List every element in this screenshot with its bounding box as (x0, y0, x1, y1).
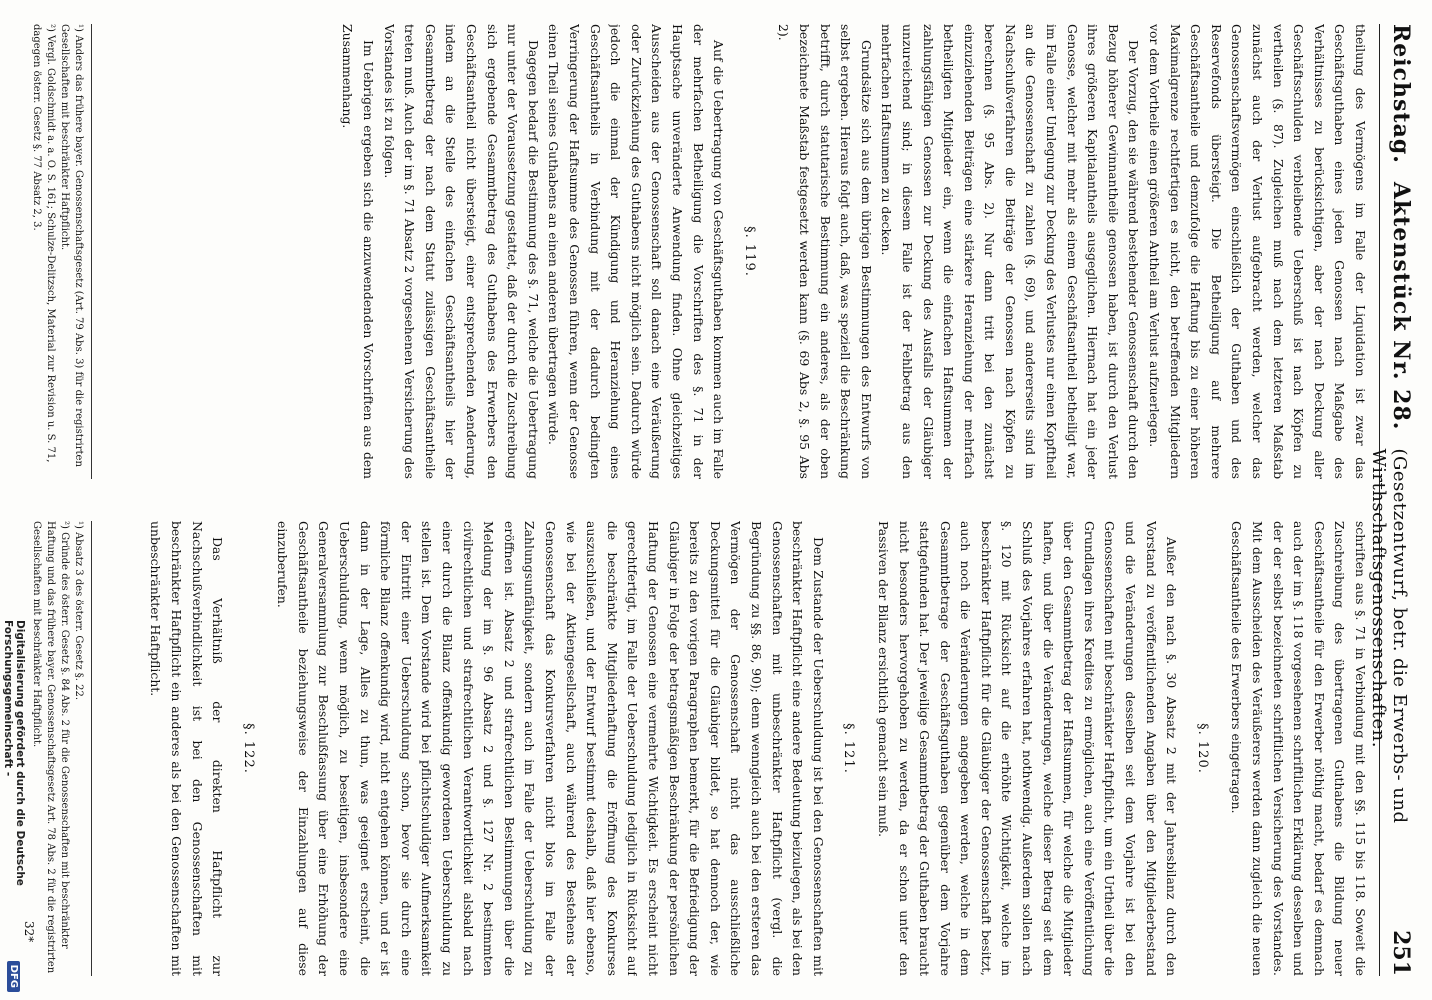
section-heading: §. 122. (240, 723, 256, 774)
paragraph: Dagegen bedarf die Bestimmung des §. 71, welche die Uebertragung nur unter der Voraussetzung gestattet, daß der durch die Zuschreibung sich ergebende Gesammtbetrag des Guthabens des Erwerbers den Geschäftsantheil nicht übersteigt, einer entsprechenden Aenderung, indem an die Stelle des einfachen Geschäftsantheils hier der Gesammtbetrag der nach dem Statut zulässigen Geschäftsantheile treten muß. Auch der im §. 71 Absatz 2 vorgesehenen Versicherung des Vorstandes ist zu folgen. (381, 24, 541, 479)
paragraph: Dem Zustande der Ueberschuldung ist bei den Genossenschaften mit beschränkter Haftpflicht eine andere Bedeutung beizulegen, als bei den Genossenschaften mit unbeschränkter Haftpflicht (vergl. die Begründung zu §§. 86, 90); denn wenngleich auch bei den ersteren das Vermögen der Genossenschaft nicht das ausschließliche Deckungsmittel für die Gläubiger bildet, so hat dennoch der, wie bereits zu den vorigen Paragraphen bemerkt, für die Befriedigung der Gläubiger in Folge der betragsmäßigen Beschränkung der persönlichen Haftung der Genossen eine vermehrte Wichtigkeit. Es erscheint nicht gerechtfertigt, im Falle der Ueberschuldung lediglich in Rücksicht auf die beschränkte Mitgliederhaftung die Eröffnung des Konkurses auszuschließen, und der Entwurf bestimmt deshalb, daß hier ebenso, wie bei der Aktiengesellschaft, auch während des Bestehens der Genossenschaft das Konkursverfahren nicht blos im Falle der Zahlungsunfähigkeit, sondern auch im Falle der Ueberschuldung zu eröffnen ist. Absatz 2 und strafrechtlichen Bestimmungen über die Meldung der im §. 96 Absatz 2 und §. 127 Nr. 2 bestimmten civilrechtlichen und strafrechtlichen Verantwortlichkeit alsbald nach einer durch die Bilanz offenkundig gewordenen Ueberschuldung zu stellen ist. Dem Vorstande wird bei pflichtschuldiger Aufmerksamkeit der Eintritt einer Ueberschuldung schon, bevor sie durch eine förmliche Bilanz offenkundig wird, nicht entgehen können, und er ist dann in der Lage, Alles zu thun, was geeignet erscheint, die Ueberschuldung, wenn möglich, zu beseitigen, insbesondere eine Generalversammlung zur Beschlußfassung über eine Erhöhung der Geschäftsantheile beziehungsweise der Einzahlungen auf diese einzuberufen. (275, 521, 826, 976)
page-number: 251 (1388, 930, 1414, 976)
paragraph: Der Vorzug, den sie während bestehender Genossenschaft durch den Bezug höherer Gewinnantheile genossen haben, ist durch den Verlust ihres größeren Kapitalantheils ausgeglichen. Hiernach hat ein jeder Genosse, welcher mit mehr als einem Geschäftsantheil betheiligt war, im Falle einer Umlegung zur Deckung des Verlustes nur einen Kopftheil an die Genossenschaft zu zahlen (§. 69), und andererseits sind im Nachschußverfahren die Beiträge der Genossen nach Köpfen zu berechnen (§. 95 Abs. 2). Nur dann tritt bei den zunächst einzuziehenden Beiträgen eine stärkere Heranziehung der mehrfach betheiligten Mitglieder ein, wenn die einfachen Haftsummen der zahlungsfähigen Genossen zur Deckung des Ausfalls der Gläubiger unzureichend sind; in diesem Falle ist der Fehlbetrag aus den mehrfachen Haftsummen zu decken. (879, 24, 1142, 479)
header-reichstag: Reichstag. (1388, 24, 1414, 164)
footnote: ²) Gründe des österr. Gesetz §. 84 Abs. 2 für die Genossenschaften mit beschränkter Haftung und das frühere bayer. Genossenschaftsgesetz Art. 78 Abs. 2 für die registrirten Gesellschaften mit beschränkter Haftpflicht. (31, 521, 70, 974)
digitization-credit (2, 620, 26, 992)
header-aktenstueck: Aktenstück Nr. 28. (1388, 181, 1414, 431)
dfg-logo: DFG (8, 961, 21, 992)
paragraph: Auf die Uebertragung von Geschäftsguthaben kommen auch im Falle der mehrfachen Betheiligung die Vorschriften des §. 71 in der Hauptsache unveränderte Anwendung finden. Ohne gleichzeitiges Ausscheiden aus der Genossenschaft soll danach eine Veräußerung oder Zurückziehung des Guthabens nicht möglich sein. Dadurch würde jedoch die einmal der Kündigung und Heranziehung eines Geschäftsantheils in Verbindung mit der dadurch bedingten Verringerung der Haftsumme des Genossen führen, wenn der Genosse einen Theil seines Guthabens an einen anderen übertragen würde. (546, 24, 727, 479)
left-column (80, 24, 1370, 479)
paragraph: Das Verhältniß der direkten Haftpflicht zur Nachschußverbindlichkeit ist bei den Genossenschaften mit beschränkter Haftpflicht ein anderes als bei den Genossenschaften mit unbeschränkter Haftpflicht. (148, 521, 226, 976)
paragraph: Grundsätze sich aus dem übrigen Bestimmungen des Entwurfs von selbst ergeben. Hieraus folgt auch, daß, was speziell die Beschränkung betrifft, durch statutarische Bestimmung ein anderes, als der oben bezeichnete Maßstab festgesetzt werden kann (§. 69 Abs 2, §. 95 Abs 2). (776, 24, 874, 479)
footnote: ¹) Anders das frühere bayer. Genossenschaftsgesetz (Art. 79 Abs. 3) für die registrirten Gesellschaften mit beschränkter Haftpflicht. (59, 24, 84, 467)
footnote: ¹) Absatz 3 des österr. Gesetz §. 22. (73, 521, 84, 701)
right-column (80, 521, 1370, 976)
footnotes-left (29, 24, 92, 479)
credit-text: Digitalisierung gefördert durch die Deutsche Forschungsgemeinschaft - (2, 620, 26, 886)
paragraph: schriften aus §. 71 in Verbindung mit den §§. 115 bis 118. Soweit die Zuschreibung des übertragenen Guthabens die Bildung neuer Geschäftsantheile für den Erwerber nöthig macht, bedarf es demnach auch der im §. 118 vorgesehenen schriftlichen Erklärung desselben und der der selbst bezeichneten schriftlichen Versicherung des Vorstandes. Mit dem Ausscheiden des Veräußerers werden dann zugleich die neuen Geschäftsantheile des Erwerbers eingetragen. (1229, 521, 1368, 976)
paragraph: Außer den nach §. 30 Absatz 2 mit der Jahresbilanz durch den Vorstand zu veröffentlichenden Angaben über den Mitgliederbestand und die Veränderungen desselben seit dem Vorjahre ist bei den Genossenschaften mit beschränkter Haftpflicht, um ein Urtheil über die Grundlagen ihres Kredites zu ermöglichen, auch eine Veröffentlichung über den Gesammtbetrag der Haftsummen, für welche die Mitglieder haften, und über die Veränderungen, welche dieser Betrag seit dem Schluß des Vorjahres erfahren hat, nothwendig. Außerdem sollen nach §. 120 mit Rücksicht auf die erhöhte Wichtigkeit, welche im beschränkter Haftpflicht für die Gläubiger der Genossenschaft besitzt, auch noch die Veränderungen angegeben werden, welche in dem Gesammtbetrage der Geschäftsguthaben gegenüber dem Vorjahre stattgefunden hat. Der jeweilige Gesammtbetrag der Guthaben braucht nicht besonders hervorgehoben zu werden, da er schon unter den Passiven der Bilanz ersichtlich gemacht sein muß. (875, 521, 1180, 976)
paragraph: theilung des Vermögens im Falle der Liquidation ist zwar das Geschäftsguthaben eines jeden Genossen nach Maßgabe des Verhältnisses zu berücksichtigen, aber der nach Deckung aller Geschäftsschulden verbleibende Ueberschuß ist nach Köpfen zu vertheilen (§. 87). Zugleichen muß nach dem letzteren Maßstab zunächst auch der Verlust aufgebracht werden, welcher das Genossenschaftsvermögen einschließlich der Guthaben und des Reservefonds übersteigt. Die Betheiligung auf mehrere Geschäftsantheile und demzufolge die Haftung bis zu einer höheren Maximalgrenze rechtfertigen es nicht, den betreffenden Mitgliedern vor dem Vortheile einen größeren Antheil am Verlust aufzuerlegen. (1147, 24, 1368, 479)
running-header (1368, 24, 1414, 976)
header-title: (Gesetzentwurf, betr. die Erwerbs- und Wirthschaftsgenossenschaften. (1368, 448, 1410, 824)
footnote: ²) Vergl. Goldschmidt a. a. O. S. 161; Schulze-Delitzsch, Material zur Revision u. S. 71, dagegen österr. Gesetz §. 77 Absatz 2, 3. (31, 24, 56, 463)
footnotes-right (29, 521, 92, 976)
paragraph: Im Uebrigen ergeben sich die anzuwendenden Vorschriften aus dem Zusammenhang. (340, 24, 377, 479)
section-heading: §. 120. (1194, 723, 1210, 774)
section-heading: §. 121. (841, 723, 857, 774)
section-heading: §. 119. (741, 226, 757, 277)
sheet-signature: 32* (22, 921, 36, 943)
